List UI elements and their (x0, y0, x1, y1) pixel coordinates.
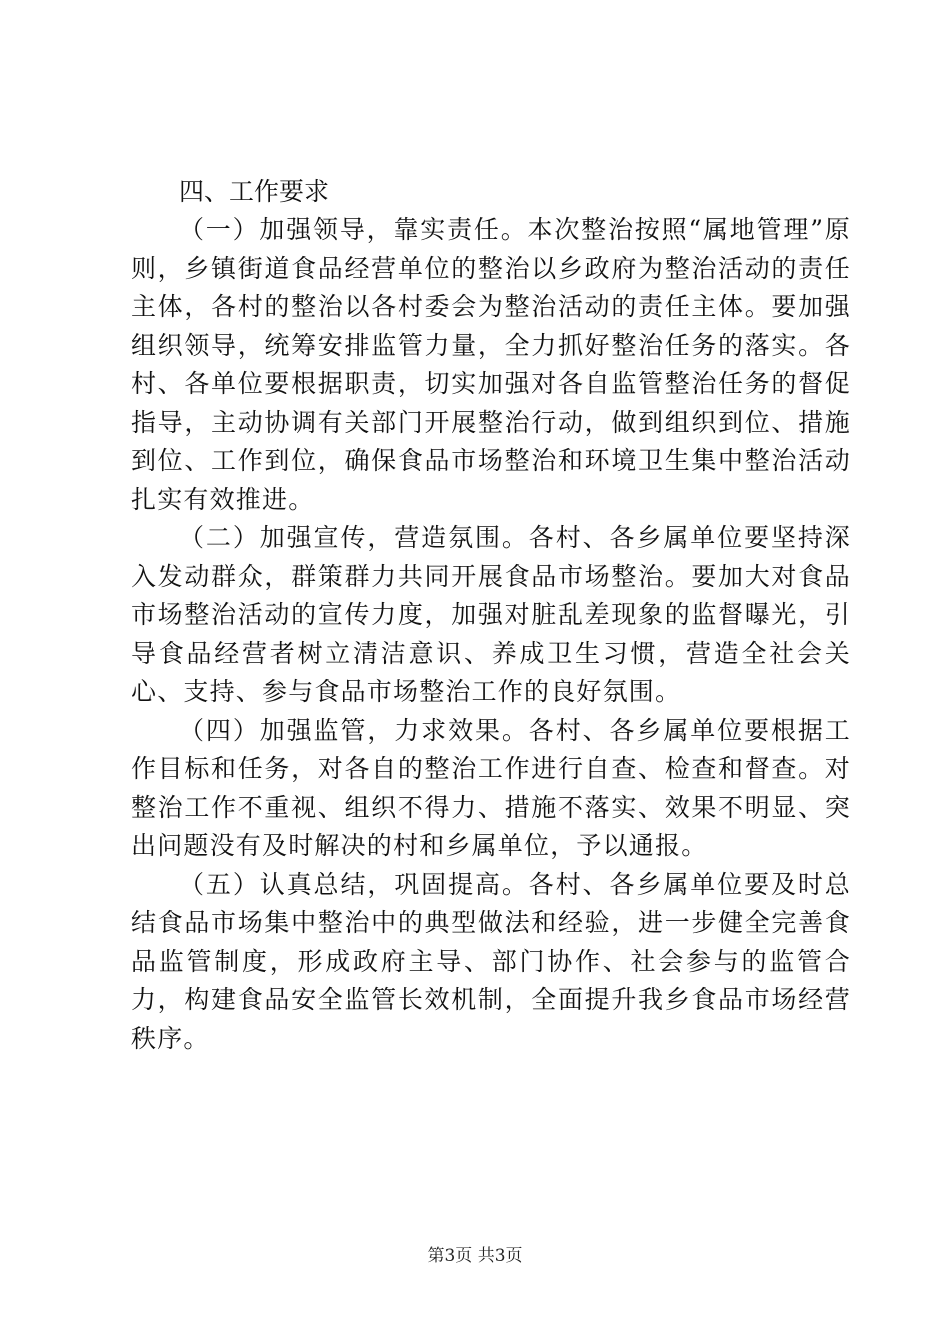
section-heading: 四、工作要求 (179, 177, 330, 206)
paragraph-summary: （五）认真总结，巩固提高。各村、各乡属单位要及时总结食品市场集中整治中的典型做法和经验，进一步健全完善食品监管制度，形成政府主导、部门协作、社会参与的监管合力，构建食品安全监管长效机制，全面提升我乡食品市场经营秩序。 (131, 869, 851, 1053)
paragraph-supervision: （四）加强监管，力求效果。各村、各乡属单位要根据工作目标和任务，对各自的整治工作进行自查、检查和督查。对整治工作不重视、组织不得力、措施不落实、效果不明显、突出问题没有及时解决的村和乡属单位，予以通报。 (131, 715, 851, 860)
paragraph-leadership: （一）加强领导，靠实责任。本次整治按照“属地管理”原则，乡镇街道食品经营单位的整治以乡政府为整治活动的责任主体，各村的整治以各村委会为整治活动的责任主体。要加强组织领导，统筹安排监管力量，全力抓好整治任务的落实。各村、各单位要根据职责，切实加强对各自监管整治任务的督促指导，主动协调有关部门开展整治行动，做到组织到位、措施到位、工作到位，确保食品市场整治和环境卫生集中整治活动扎实有效推进。 (131, 215, 851, 514)
paragraph-publicity: （二）加强宣传，营造氛围。各村、各乡属单位要坚持深入发动群众，群策群力共同开展食品市场整治。要加大对食品市场整治活动的宣传力度，加强对脏乱差现象的监督曝光，引导食品经营者树立清洁意识、养成卫生习惯，营造全社会关心、支持、参与食品市场整治工作的良好氛围。 (131, 523, 851, 706)
document-body (131, 173, 851, 1058)
page-number-footer: 第3页 共3页 (427, 1246, 523, 1266)
